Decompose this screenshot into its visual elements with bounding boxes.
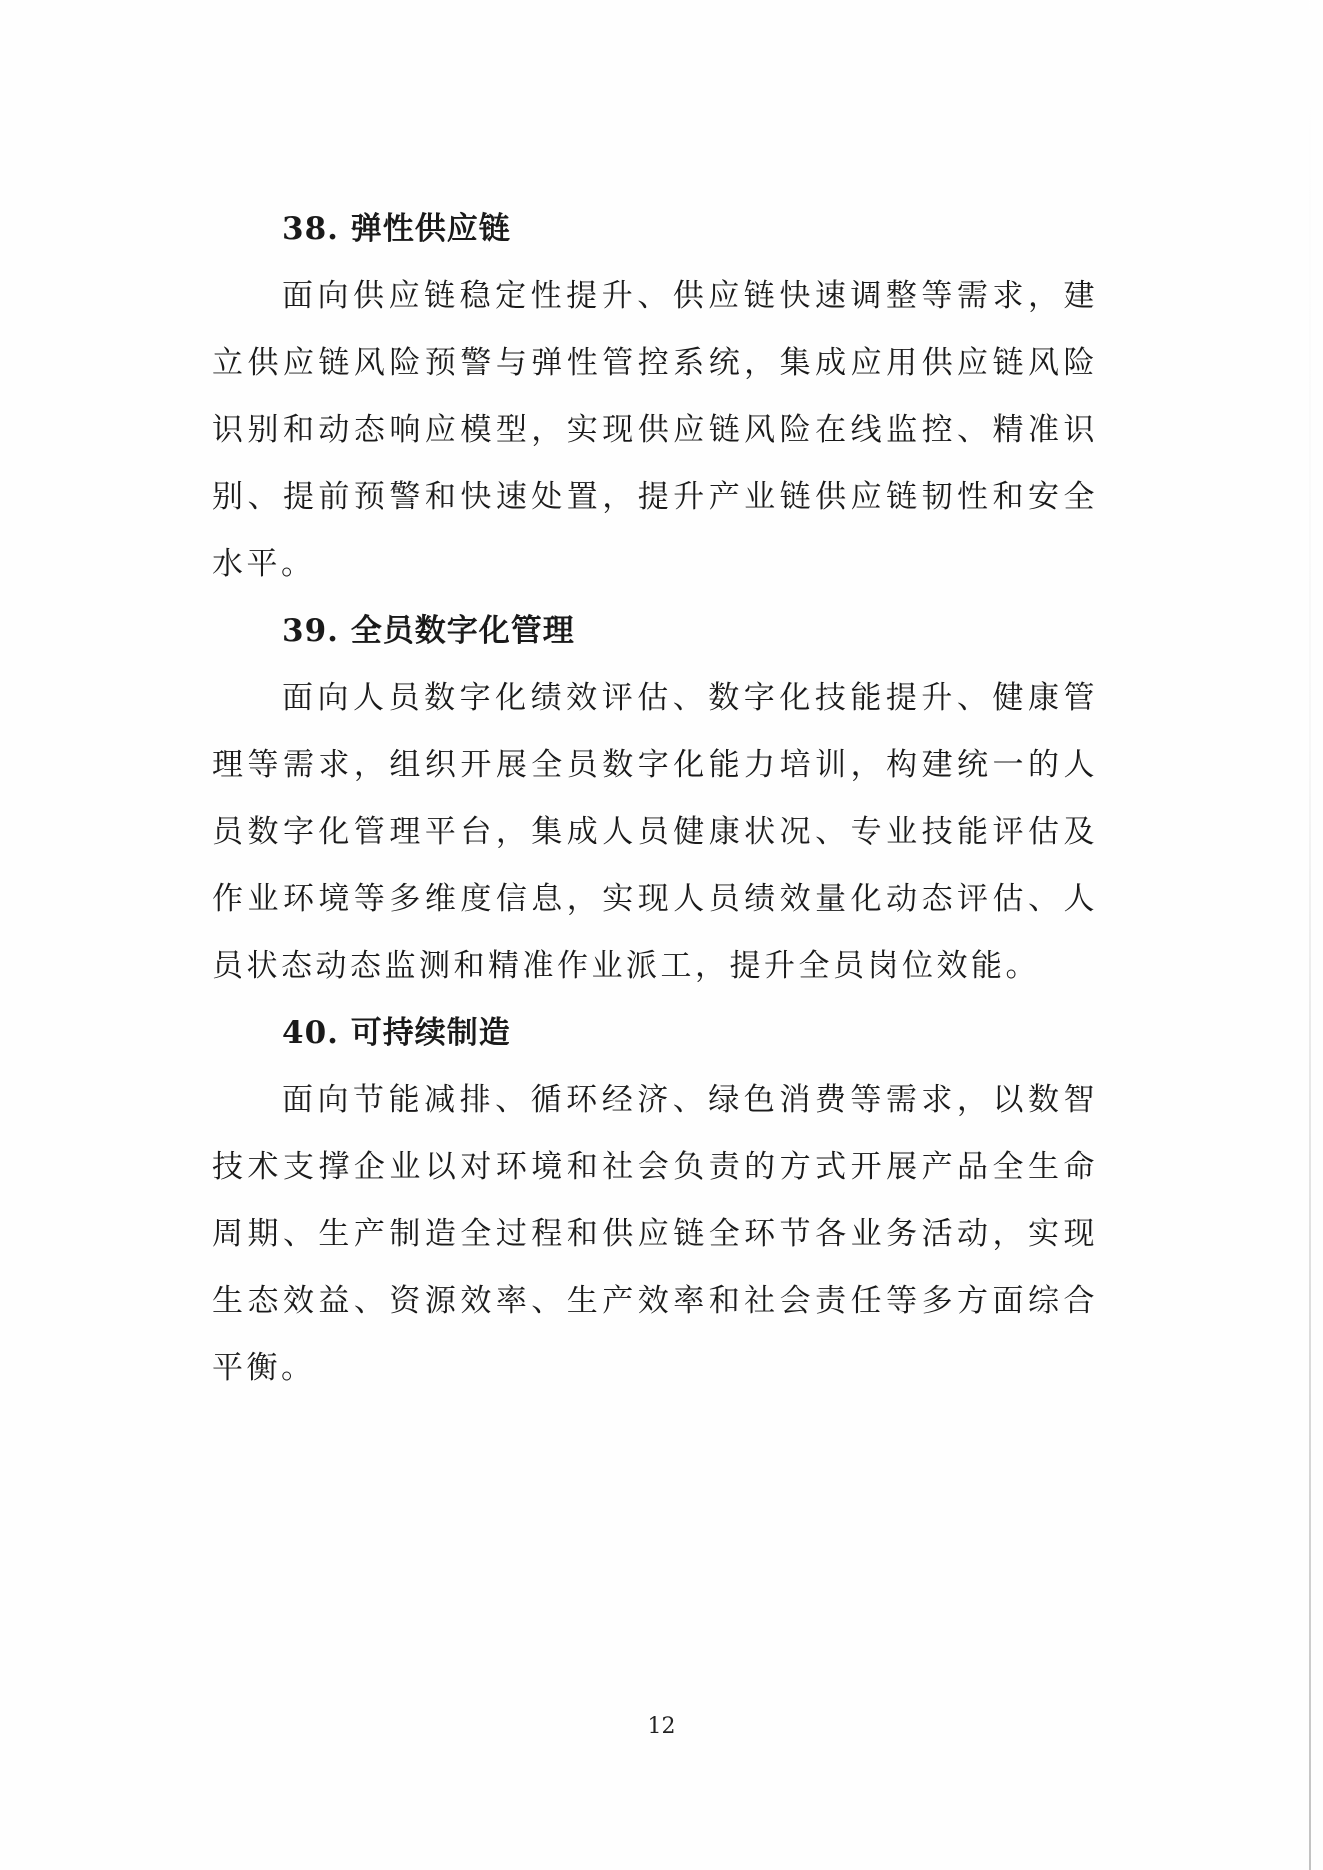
section-40 (212, 1000, 1098, 1402)
scan-edge-shadow (1309, 0, 1311, 1870)
section-38 (212, 196, 1098, 598)
section-paragraph: 面向供应链稳定性提升、供应链快速调整等需求，建立供应链风险预警与弹性管控系统，集成应用供应链风险识别和动态响应模型，实现供应链风险在线监控、精准识别、提前预警和快速处置，提升产业链供应链韧性和安全水平。 (212, 278, 1098, 582)
section-heading: 39. 全员数字化管理 (282, 613, 575, 649)
section-heading: 40. 可持续制造 (282, 1015, 511, 1051)
document-content (212, 196, 1098, 1402)
section-heading: 38. 弹性供应链 (282, 211, 511, 247)
section-paragraph: 面向节能减排、循环经济、绿色消费等需求，以数智技术支撑企业以对环境和社会负责的方式开展产品全生命周期、生产制造全过程和供应链全环节各业务活动，实现生态效益、资源效率、生产效率和社会责任等多方面综合平衡。 (212, 1082, 1098, 1386)
section-39 (212, 598, 1098, 1000)
section-paragraph: 面向人员数字化绩效评估、数字化技能提升、健康管理等需求，组织开展全员数字化能力培训，构建统一的人员数字化管理平台，集成人员健康状况、专业技能评估及作业环境等多维度信息，实现人员绩效量化动态评估、人员状态动态监测和精准作业派工，提升全员岗位效能。 (212, 680, 1098, 984)
page-number: 12 (647, 1714, 676, 1739)
